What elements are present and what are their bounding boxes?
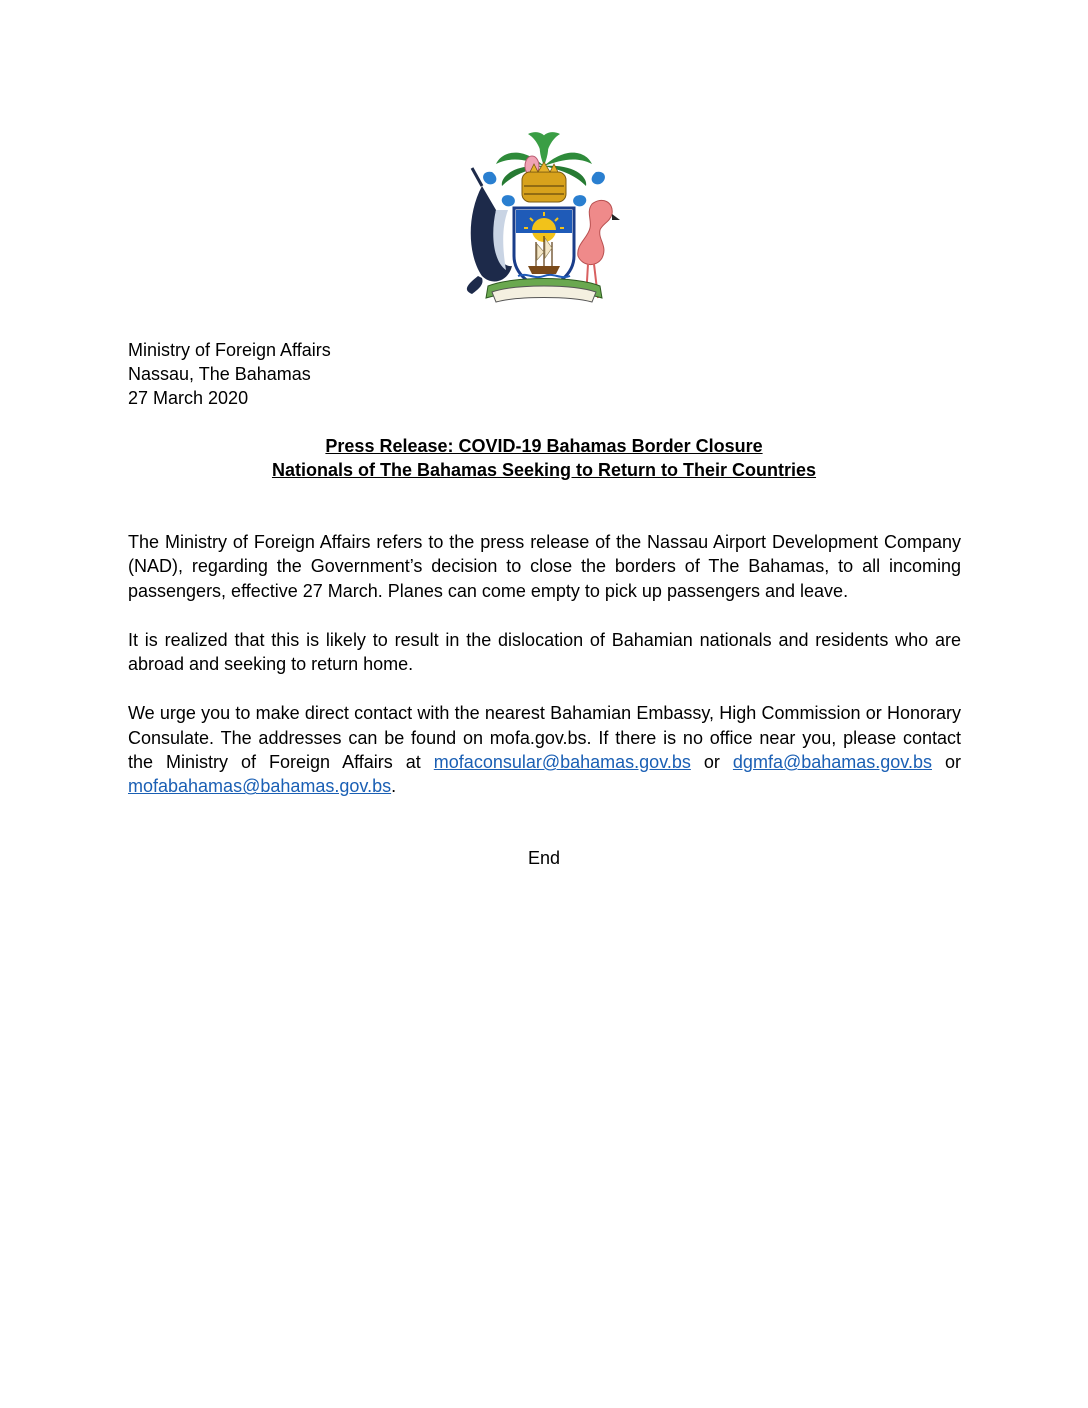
ministry-name: Ministry of Foreign Affairs: [128, 340, 331, 360]
sender-address: [128, 338, 331, 410]
press-release-body: [128, 530, 961, 824]
paragraph-3-text: We urge you to make direct contact with the nearest Bahamian Embassy, High Commission or Honorary Consulate. The addresses can be found on mofa.gov.bs. If there is no office near you, please contact the Ministry of Foreign Affairs at: [128, 703, 961, 773]
or-text: or: [944, 752, 961, 773]
city-country: Nassau, The Bahamas: [128, 364, 311, 384]
period: .: [391, 776, 397, 797]
paragraph-1: The Ministry of Foreign Affairs refers to the press release of the Nassau Airport Development Company (NAD), regarding the Government’s decision to close the borders of The Bahamas, to all incoming passengers, effective 27 March. Planes can come empty to pick up passengers and leave.: [128, 532, 961, 601]
paragraph-2: It is realized that this is likely to result in the dislocation of Bahamian nationals and residents who are abroad and seeking to return home.: [128, 629, 961, 675]
coat-of-arms-icon: [452, 126, 636, 310]
or-text: or: [703, 752, 720, 773]
title-line-2: Nationals of The Bahamas Seeking to Return to Their Countries: [271, 460, 817, 480]
email-link-dgmfa[interactable]: dgmfa@bahamas.gov.bs: [732, 752, 932, 773]
title-line-1: Press Release: COVID-19 Bahamas Border Closure: [325, 436, 763, 456]
paragraph-3: [128, 701, 961, 798]
release-date: 27 March 2020: [128, 388, 249, 408]
end-marker: End: [527, 848, 561, 868]
email-link-mofaconsular[interactable]: mofaconsular@bahamas.gov.bs: [433, 752, 691, 773]
press-release-title: [128, 434, 960, 482]
email-link-mofabahamas[interactable]: mofabahamas@bahamas.gov.bs: [128, 776, 392, 797]
marlin-icon: [467, 168, 512, 294]
